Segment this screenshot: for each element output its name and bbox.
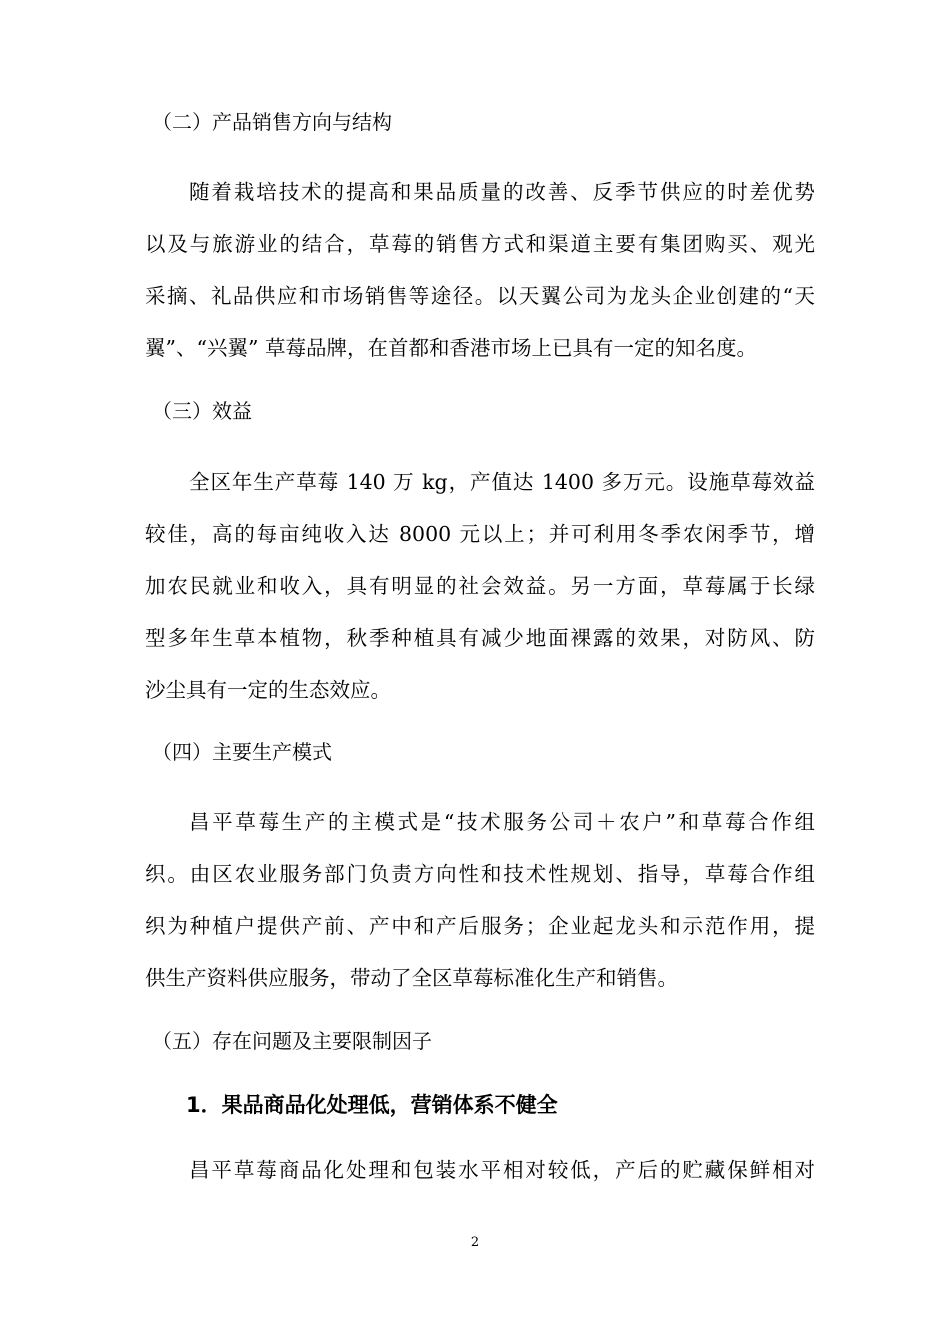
paragraph-line: 以及与旅游业的结合，草莓的销售方式和渠道主要有集团购买、观光 bbox=[145, 232, 815, 256]
page-number: 2 bbox=[470, 1235, 480, 1250]
paragraph-line: 供生产资料供应服务，带动了全区草莓标准化生产和销售。 bbox=[145, 966, 678, 990]
subsection-heading: 1．果品商品化处理低，营销体系不健全 bbox=[186, 1093, 558, 1117]
section-heading-2: （二）产品销售方向与结构 bbox=[152, 110, 392, 134]
paragraph-line: 采摘、礼品供应和市场销售等途径。以天翼公司为龙头企业创建的“天 bbox=[145, 284, 815, 308]
section-4-paragraph bbox=[145, 808, 815, 1016]
paragraph-line: 昌平草莓生产的主模式是“技术服务公司＋农户”和草莓合作组 bbox=[189, 810, 815, 834]
paragraph-line: 昌平草莓商品化处理和包装水平相对较低，产后的贮藏保鲜相对 bbox=[189, 1158, 815, 1182]
paragraph-line: 织。由区农业服务部门负责方向性和技术性规划、指导，草莓合作组 bbox=[145, 862, 815, 886]
paragraph-line: 翼”、“兴翼” 草莓品牌，在首都和香港市场上已具有一定的知名度。 bbox=[145, 336, 757, 360]
section-2-paragraph bbox=[145, 178, 815, 386]
paragraph-line: 加农民就业和收入，具有明显的社会效益。另一方面，草莓属于长绿 bbox=[145, 574, 815, 598]
section-heading-5: （五）存在问题及主要限制因子 bbox=[152, 1029, 432, 1053]
paragraph-line: 全区年生产草莓 140 万 kg，产值达 1400 多万元。设施草莓效益 bbox=[189, 470, 815, 494]
paragraph-line: 较佳，高的每亩纯收入达 8000 元以上；并可利用冬季农闲季节，增 bbox=[145, 522, 815, 546]
paragraph-line: 型多年生草本植物，秋季种植具有减少地面裸露的效果，对防风、防 bbox=[145, 626, 815, 650]
section-heading-3: （三）效益 bbox=[152, 399, 252, 423]
section-3-paragraph bbox=[145, 468, 815, 728]
paragraph-line: 随着栽培技术的提高和果品质量的改善、反季节供应的时差优势 bbox=[189, 180, 815, 204]
paragraph-line: 织为种植户提供产前、产中和产后服务；企业起龙头和示范作用，提 bbox=[145, 914, 815, 938]
paragraph-line: 沙尘具有一定的生态效应。 bbox=[145, 678, 391, 702]
section-5-paragraph bbox=[145, 1156, 815, 1208]
section-heading-4: （四）主要生产模式 bbox=[152, 740, 332, 764]
